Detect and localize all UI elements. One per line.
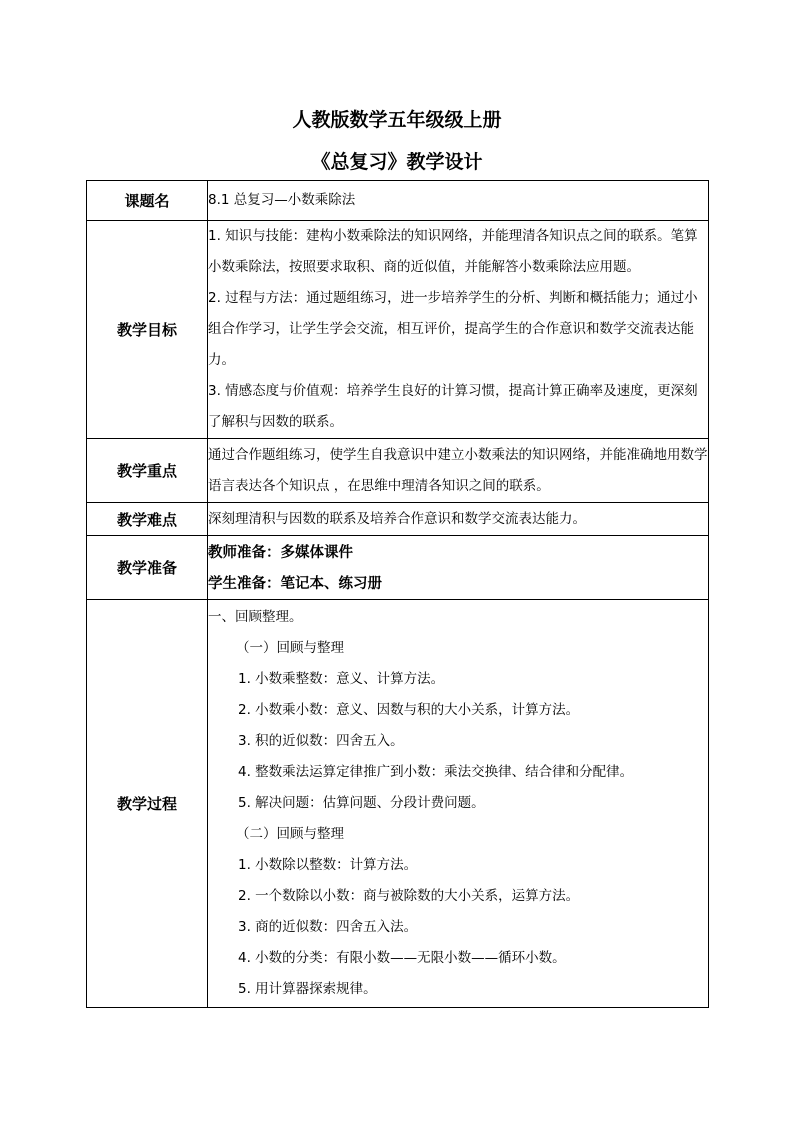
list-item: 2. 小数乘小数：意义、因数与积的大小关系，计算方法。 [238,702,580,718]
list-item: 4. 整数乘法运算定律推广到小数：乘法交换律、结合律和分配律。 [238,764,634,780]
table-row [87,181,709,221]
process-label: 教学过程 [87,600,208,1008]
process-cell [208,600,709,1008]
key-text: 通过合作题组练习，使学生自我意识中建立小数乘法的知识网络，并能准确地用数学语言表达各个知识点 ，在思维中理清各知识之间的联系。 [208,439,709,503]
key-label: 教学重点 [87,439,208,503]
prep-label: 教学准备 [87,536,208,600]
prep-student: 学生准备：笔记本、练习册 [208,574,382,592]
doc-title: 人教版数学五年级级上册 [292,109,502,131]
table-row [87,600,709,1008]
table-row [87,221,709,439]
difficulty-label: 教学难点 [87,503,208,536]
list-item: 1. 小数乘整数：意义、计算方法。 [238,671,445,687]
process-heading: 一、回顾整理。 [208,609,303,625]
goals-cell [208,221,709,439]
list-item: 5. 解决问题：估算问题、分段计费问题。 [238,795,485,811]
topic-label: 课题名 [87,181,208,221]
list-item: 1. 小数除以整数：计算方法。 [238,857,418,873]
section-title: （一）回顾与整理 [236,640,344,656]
section-title: （二）回顾与整理 [236,826,344,842]
lesson-plan-table [86,180,709,1008]
list-item: 5. 用计算器探索规律。 [238,981,377,997]
goals-label: 教学目标 [87,221,208,439]
prep-teacher: 教师准备：多媒体课件 [208,543,353,561]
table-row [87,536,709,600]
table-row [87,503,709,536]
goal-item: 2. 过程与方法：通过题组练习，进一步培养学生的分析、判断和概括能力；通过小组合作学习，让学生学会交流，相互评价，提高学生的合作意识和数学交流表达能力。 [208,290,698,368]
list-item: 3. 积的近似数：四舍五入。 [238,733,404,749]
list-item: 2. 一个数除以小数：商与被除数的大小关系，运算方法。 [238,888,580,904]
goal-item: 3. 情感态度与价值观：培养学生良好的计算习惯，提高计算正确率及速度，更深刻了解积与因数的联系。 [208,383,698,430]
doc-subtitle: 《总复习》教学设计 [311,151,483,173]
table-row [87,439,709,503]
prep-cell [208,536,709,600]
list-item: 4. 小数的分类：有限小数——无限小数——循环小数。 [238,950,566,966]
difficulty-text: 深刻理清积与因数的联系及培养合作意识和数学交流表达能力。 [208,503,709,536]
goal-item: 1. 知识与技能：建构小数乘除法的知识网络，并能理清各知识点之间的联系。笔算小数乘除法，按照要求取积、商的近似值，并能解答小数乘除法应用题。 [208,228,698,275]
topic-value: 8.1 总复习—小数乘除法 [208,181,709,221]
list-item: 3. 商的近似数：四舍五入法。 [238,919,418,935]
